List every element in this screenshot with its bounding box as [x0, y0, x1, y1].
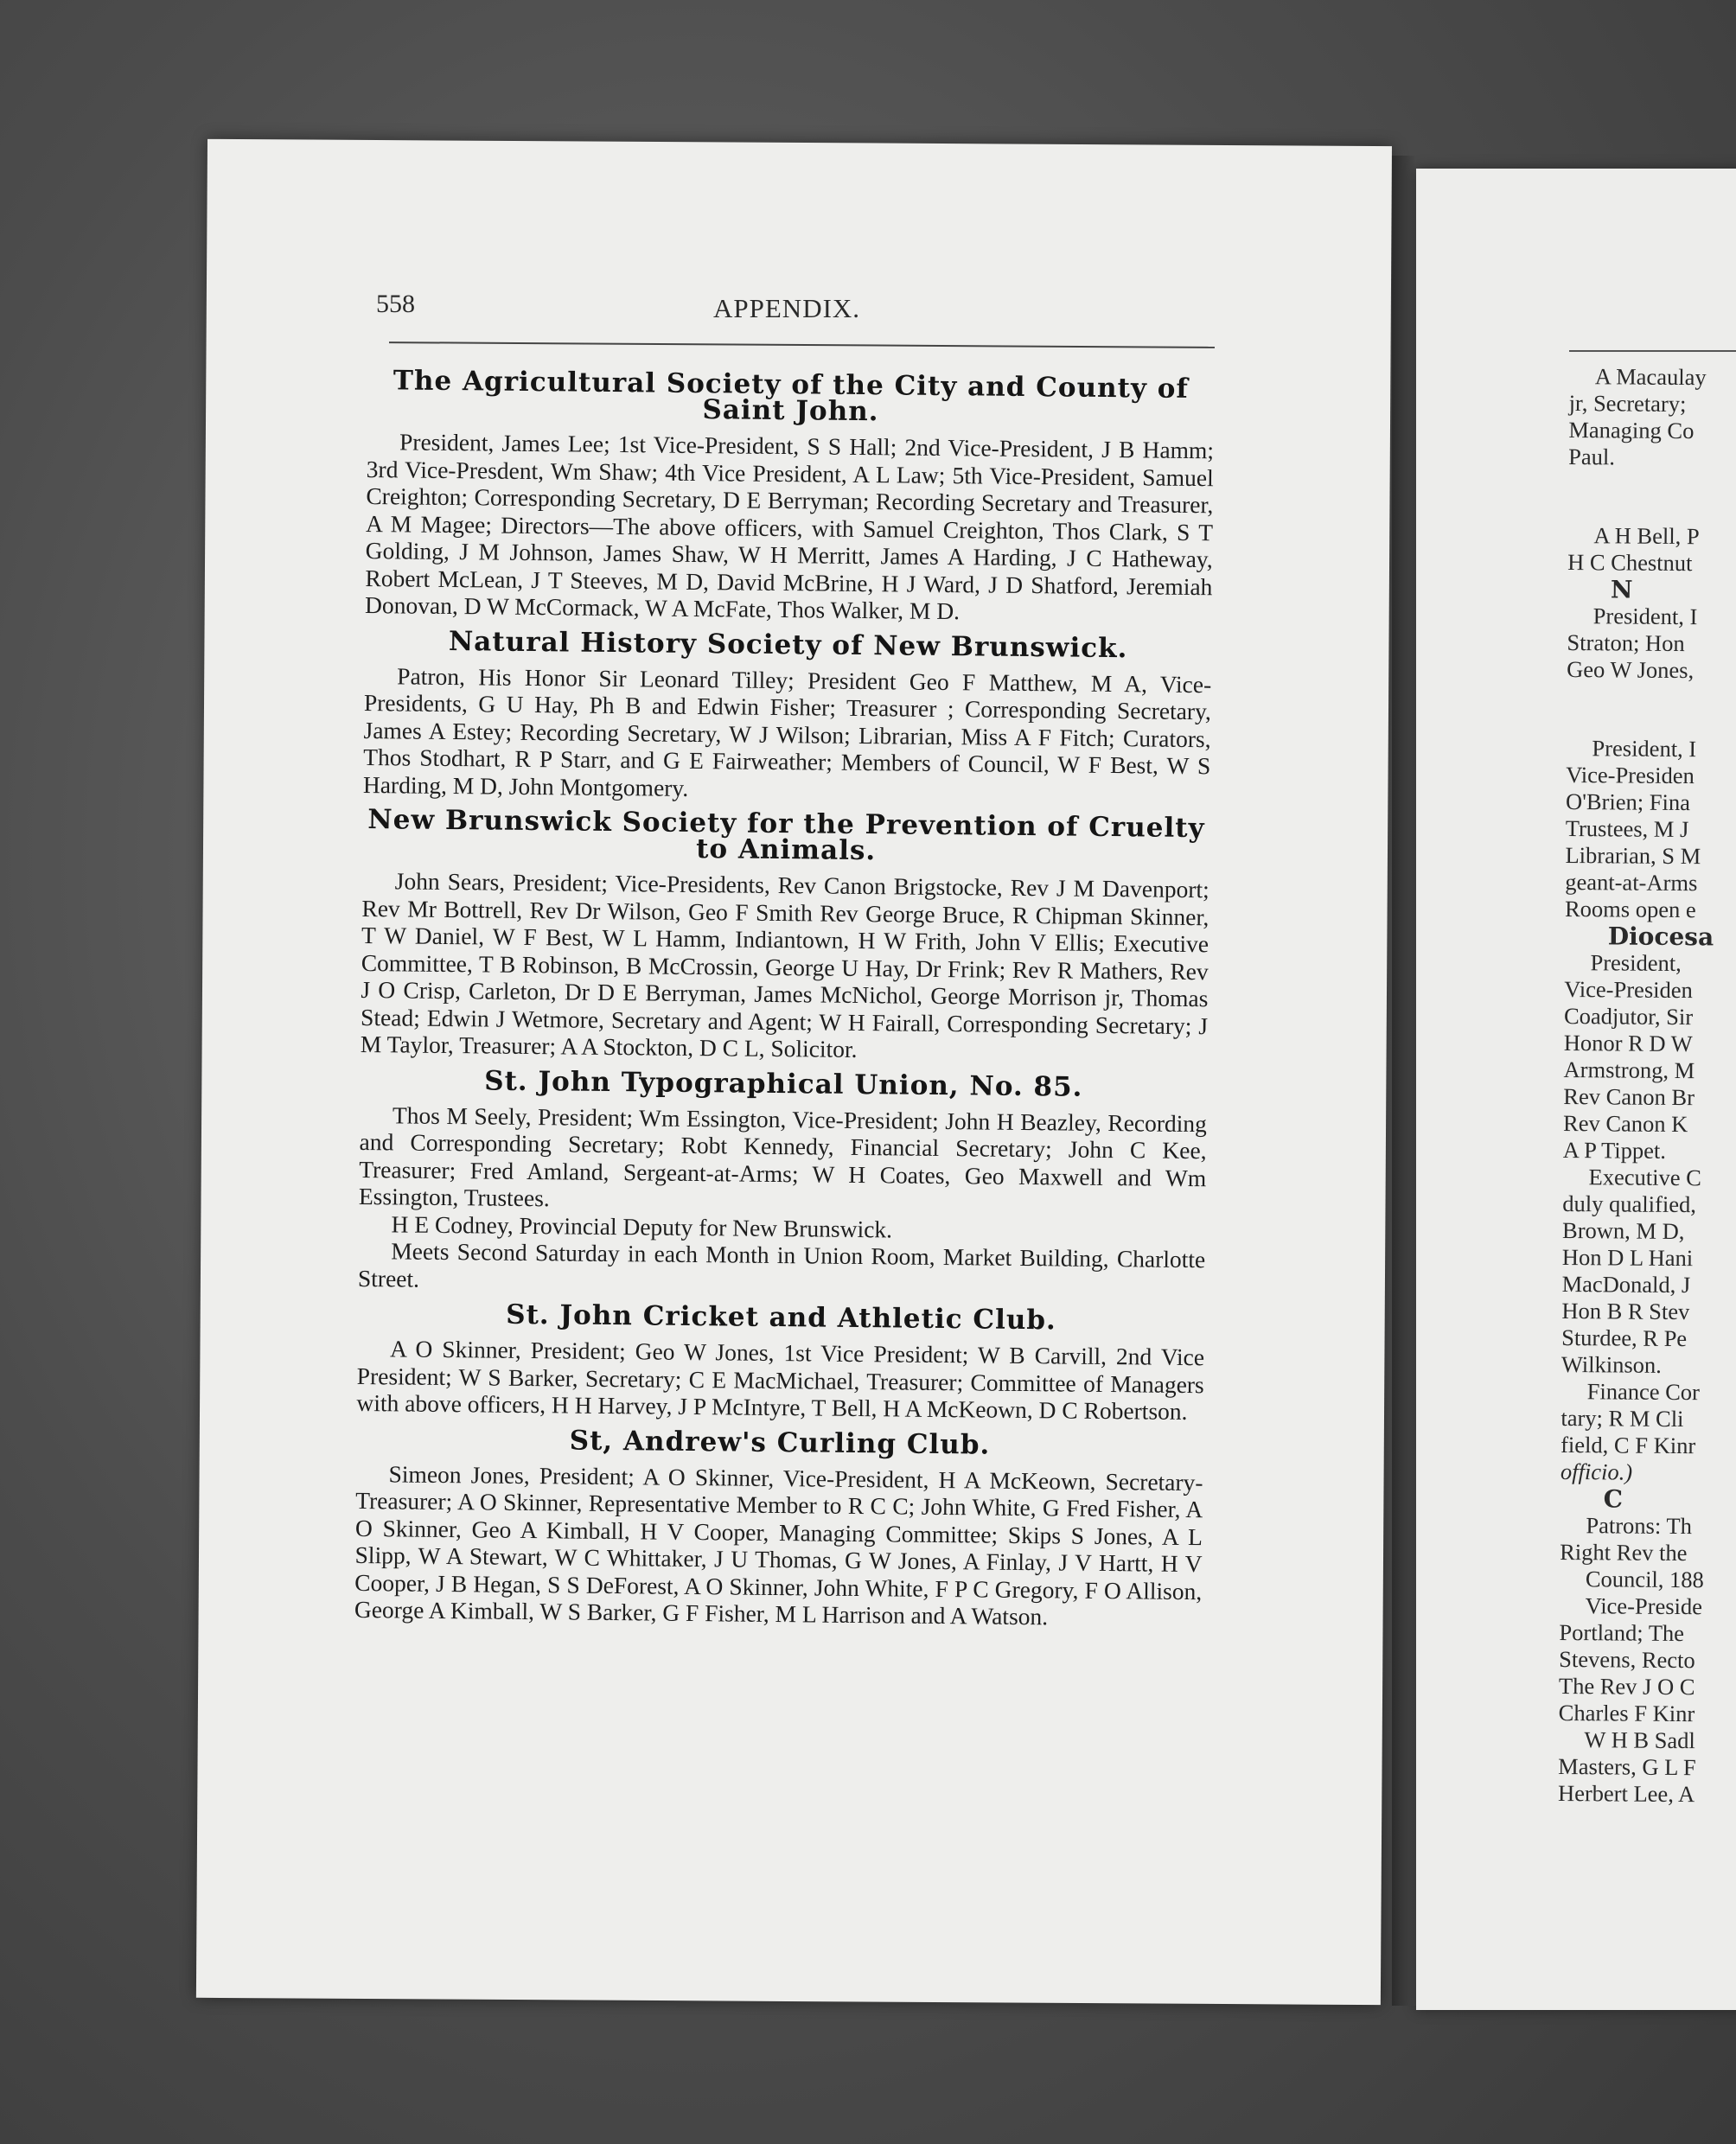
right-page-line: Armstrong, M [1563, 1056, 1695, 1084]
right-page-line: Charles F Kinr [1558, 1699, 1695, 1727]
right-page-line: Stevens, Recto [1559, 1645, 1695, 1674]
right-page-line: H C Chestnut [1567, 548, 1693, 577]
right-page-line: duly qualified, [1562, 1190, 1697, 1218]
right-page-line: Straton; Hon [1567, 629, 1685, 657]
right-page-line: Librarian, S M [1565, 841, 1701, 870]
right-page-line: W H B Sadl [1584, 1726, 1695, 1754]
right-page-line: Right Rev the [1560, 1538, 1688, 1567]
right-page-line: Masters, G L F [1558, 1752, 1696, 1781]
section-paragraph: Thos M Seely, President; Wm Essington, Vice-President; John H Beazley, Recording and Corresponding Secretary; Robt Kennedy, Financial Secretary; John C Kee, Treasurer; Fred Amland, Sergeant-at-Arms; W H Coates, Geo Maxwell and Wm Essington, Trustees. [358, 1101, 1208, 1212]
section-title: The Agricultural Society of the City and County of Saint John. [393, 365, 1189, 428]
society-section [360, 804, 1210, 1067]
right-page-line: Wilkinson. [1560, 1350, 1663, 1378]
section-paragraph: President, James Lee; 1st Vice-President, S S Hall; 2nd Vice-President, J B Hamm; 3rd Vice-Presdent, Wm Shaw; 4th Vice President, A L Law; 5th Vice-President, Samuel Creighton; Corresponding Secretary, D E Berryman; Recording Secretary and Treasurer, A M Magee; Directors—The above officers, with Samuel Creighton, Thos Clark, S T Golding, J M Johnson, James Shaw, W H Merritt, James A Harding, J C Hatheway, Robert McLean, J T Steeves, M D, David McBrine, H J Ward, J D Shatford, Jeremiah Donovan, D W McCormack, W A McFate, Thos Walker, M D. [364, 428, 1215, 625]
section-paragraph: Simeon Jones, President; A O Skinner, Vice-President, H A McKeown, Secretary-Treasurer; A O Skinner, Representative Member to R C C; John White, G Fred Fisher, A O Skinner, Geo A Kimball, H V Cooper, Managing Committee; Skips S Jones, A L Slipp, W A Stewart, W C Whittaker, J U Thomas, G W Jones, A Finlay, J V Hartt, H V Cooper, J B Hegan, S S DeForest, A O Skinner, John White, F P C Gregory, F O Allison, George A Kimball, W S Barker, G F Fisher, M L Harrison and A Watson. [354, 1459, 1203, 1630]
right-page-line [1567, 683, 1736, 737]
right-page-line: Trustees, M J [1565, 814, 1689, 843]
right-page-line: officio.) [1560, 1458, 1633, 1485]
society-section [358, 1066, 1208, 1300]
section-title: Natural History Society of New Brunswick. [448, 625, 1128, 664]
right-page-line: A Macaulay [1594, 363, 1707, 391]
right-page-line [1568, 470, 1736, 524]
society-section [363, 627, 1212, 807]
right-page-line: Rev Canon Br [1563, 1082, 1695, 1111]
section-paragraph: Patron, His Honor Sir Leonard Tilley; President Geo F Matthew, M A, Vice-Presidents, G U Hay, Ph B and Edwin Fisher; Treasurer ; Corresponding Secretary, James A Estey; Recording Secretary, W J Wilson; Librarian, Miss A F Fitch; Curators, Thos Stodhart, R P Starr, and G E Fairweather; Members of Council, W F Best, W S Harding, M D, John Montgomery. [362, 661, 1212, 801]
right-page-line: Brown, M D, [1562, 1216, 1685, 1245]
section-paragraph: John Sears, President; Vice-Presidents, Rev Canon Brigstocke, Rev J M Davenport; Rev Mr Bottrell, Rev Dr Wilson, Geo F Smith Rev George Bruce, R Chipman Skinner, T W Daniel, W F Best, W L Hamm, Indiantown, H W Frith, John V Ellis; Executive Committee, T B Robinson, B McCrossin, George U Hay, Dr Frink; Rev R Mathers, Rev J O Crisp, Carleton, Dr D E Berryman, James McNichol, George Morrison jr, Thomas Stead; Edwin J Wetmore, Secretary and Agent; W H Fairall, Corresponding Secretary; J M Taylor, Treasurer; A A Stockton, D C L, Solicitor. [360, 867, 1209, 1062]
right-page-line: A H Bell, P [1593, 522, 1700, 550]
right-page-line: Managing Co [1568, 416, 1695, 444]
society-section [356, 1300, 1204, 1426]
society-section [365, 367, 1215, 628]
right-page-line: Coadjutor, Sir [1563, 1002, 1694, 1031]
right-page-line: Vice-Presiden [1566, 761, 1695, 789]
right-page-line: tary; R M Cli [1560, 1404, 1684, 1433]
right-page-line: Paul. [1568, 443, 1616, 470]
right-page-line: Rev Canon K [1562, 1109, 1688, 1138]
society-section [354, 1425, 1203, 1631]
right-page-line: The Rev J O C [1558, 1672, 1695, 1701]
page-header [376, 290, 1215, 333]
section-title: New Brunswick Society for the Prevention of Cruelty to Animals. [367, 804, 1205, 867]
right-page-line: Executive C [1588, 1164, 1701, 1191]
section-paragraph: Meets Second Saturday in each Month in Union Room, Market Building, Charlotte Street. [357, 1237, 1206, 1292]
right-page-line: Portland; The [1559, 1618, 1685, 1647]
right-page-line: Council, 188 [1585, 1566, 1704, 1593]
right-page-line: Honor R D W [1563, 1029, 1693, 1057]
right-page-line: Finance Cor [1586, 1378, 1701, 1406]
right-page-line: jr, Secretary; [1568, 389, 1687, 418]
right-page-line: A P Tippet. [1562, 1136, 1667, 1164]
right-page-line: O'Brien; Fina [1565, 788, 1691, 816]
section-title: St. John Cricket and Athletic Club. [506, 1299, 1057, 1337]
right-page-line: Sturdee, R Pe [1561, 1324, 1688, 1352]
right-page-rule [1569, 350, 1736, 352]
book-gutter [1392, 156, 1416, 2006]
page-number: 558 [376, 290, 415, 318]
right-page-line: Rooms open e [1564, 895, 1696, 923]
right-page-line: Hon B R Stev [1561, 1297, 1690, 1325]
right-page-line: Diocesa [1607, 922, 1714, 952]
section-title: St. John Typographical Union, No. 85. [484, 1064, 1083, 1103]
section-paragraph: H E Codney, Provincial Deputy for New Brunswick. [391, 1209, 893, 1242]
right-page-line: Herbert Lee, A [1557, 1779, 1695, 1808]
right-page-line: Geo W Jones, [1567, 655, 1695, 684]
right-page-line: President, I [1592, 735, 1697, 763]
right-page-line: President, [1590, 949, 1682, 977]
right-page-line: President, I [1592, 603, 1698, 630]
running-head: APPENDIX. [713, 293, 861, 323]
right-page-line: Hon D L Hani [1561, 1243, 1694, 1272]
section-paragraph: A O Skinner, President; Geo W Jones, 1st Vice President; W B Carvill, 2nd Vice President; W S Barker, Secretary; C E MacMichael, Treasurer; Committee of Managers with above officers, H H Harvey, J P McIntyre, T Bell, H A McKeown, D C Robertson. [356, 1335, 1205, 1425]
right-page-line: MacDonald, J [1561, 1270, 1691, 1299]
right-page-line: geant-at-Arms [1565, 868, 1698, 897]
right-page-line: N [1610, 575, 1633, 604]
right-page-line: C [1603, 1484, 1624, 1514]
right-page-line: Patrons: Th [1586, 1512, 1693, 1540]
page-content [354, 367, 1215, 1641]
right-page-content [1558, 363, 1736, 1809]
right-page-line: Vice-Presiden [1564, 975, 1693, 1004]
right-page-line: Vice-Preside [1585, 1592, 1703, 1620]
right-page-line: field, C F Kinr [1560, 1431, 1696, 1459]
section-title: St, Andrew's Curling Club. [569, 1425, 991, 1461]
